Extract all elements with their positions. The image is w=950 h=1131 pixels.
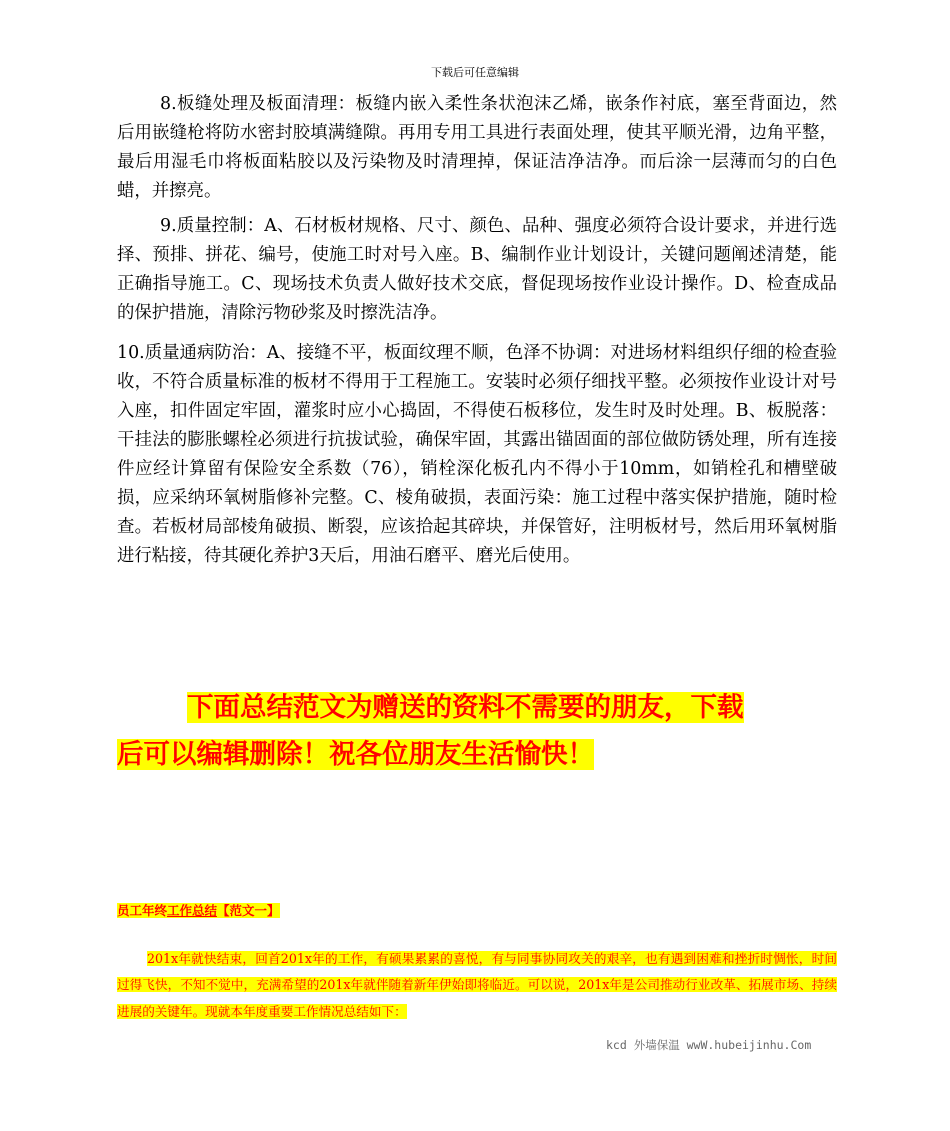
fanwen-body (117, 946, 837, 1025)
page-header: 下载后可任意编辑 (431, 66, 519, 79)
fanwen-body-text: 201x年就快结束，回首201x年的工作，有硕果累累的喜悦，有与同事协同攻关的艰辛，也有遇到困难和挫折时惆怅，时间过得飞快，不知不觉中，充满希望的201x年就伴随着新年伊始即将临近。可以说，201x年是公司推动行业改革、拓展市场、持续进展的关键年。现就本年度重要工作情况总结如下： (117, 951, 837, 1019)
paragraph-9: 9.质量控制：A、石材板材规格、尺寸、颜色、品种、强度必须符合设计要求，并进行选择、预排、拼花、编号，使施工时对号入座。B、编制作业计划设计，关键问题阐述清楚，能正确指导施工。C、现场技术负责人做好技术交底，督促现场按作业设计操作。D、检查成品的保护措施，清除污物砂浆及时擦洗洁净。 (117, 216, 837, 323)
page-footer: kcd 外墙保温 wwW.hubeijinhu.Com (606, 1038, 812, 1052)
banner-line-2 (117, 731, 837, 778)
fanwen-title-link: 工作总结 (167, 903, 218, 918)
fanwen-title-c: 【范文一】 (217, 903, 280, 918)
banner-text-2: 后可以编辑删除！祝各位朋友生活愉快！ (117, 739, 594, 770)
banner-text-1: 下面总结范文为赠送的资料不需要的朋友，下载 (187, 692, 744, 723)
paragraph-8: 8.板缝处理及板面清理：板缝内嵌入柔性条状泡沫乙烯，嵌条作衬底，塞至背面边，然后用嵌缝枪将防水密封胶填满缝隙。再用专用工具进行表面处理，使其平顺光滑，边角平整，最后用湿毛巾将板面粘胶以及污染物及时清理掉，保证洁净洁净。而后涂一层薄而匀的白色蜡，并擦亮。 (117, 94, 837, 201)
banner-line-1 (117, 684, 837, 731)
paragraph-10: 10.质量通病防治：A、接缝不平，板面纹理不顺，色泽不协调：对进场材料组织仔细的检查验收，不符合质量标准的板材不得用于工程施工。安装时必须仔细找平整。必须按作业设计对号入座，扣件固定牢固，灌浆时应小心捣固，不得使石板移位，发生时及时处理。B、板脱落：干挂法的膨胀螺栓必须进行抗拔试验，确保牢固，其露出锚固面的部位做防锈处理，所有连接件应经计算留有保险安全系数（76），销栓深化板孔内不得小于10mm，如销栓孔和槽壁破损，应采纳环氧树脂修补完整。C、棱角破损，表面污染：施工过程中落实保护措施，随时检查。若板材局部棱角破损、断裂，应该拾起其碎块，并保管好，注明板材号，然后用环氧树脂进行粘接，待其硬化养护3天后，用油石磨平、磨光后使用。 (117, 343, 837, 566)
fanwen-title-a: 员工年终 (117, 903, 168, 918)
fanwen-title (117, 902, 280, 920)
